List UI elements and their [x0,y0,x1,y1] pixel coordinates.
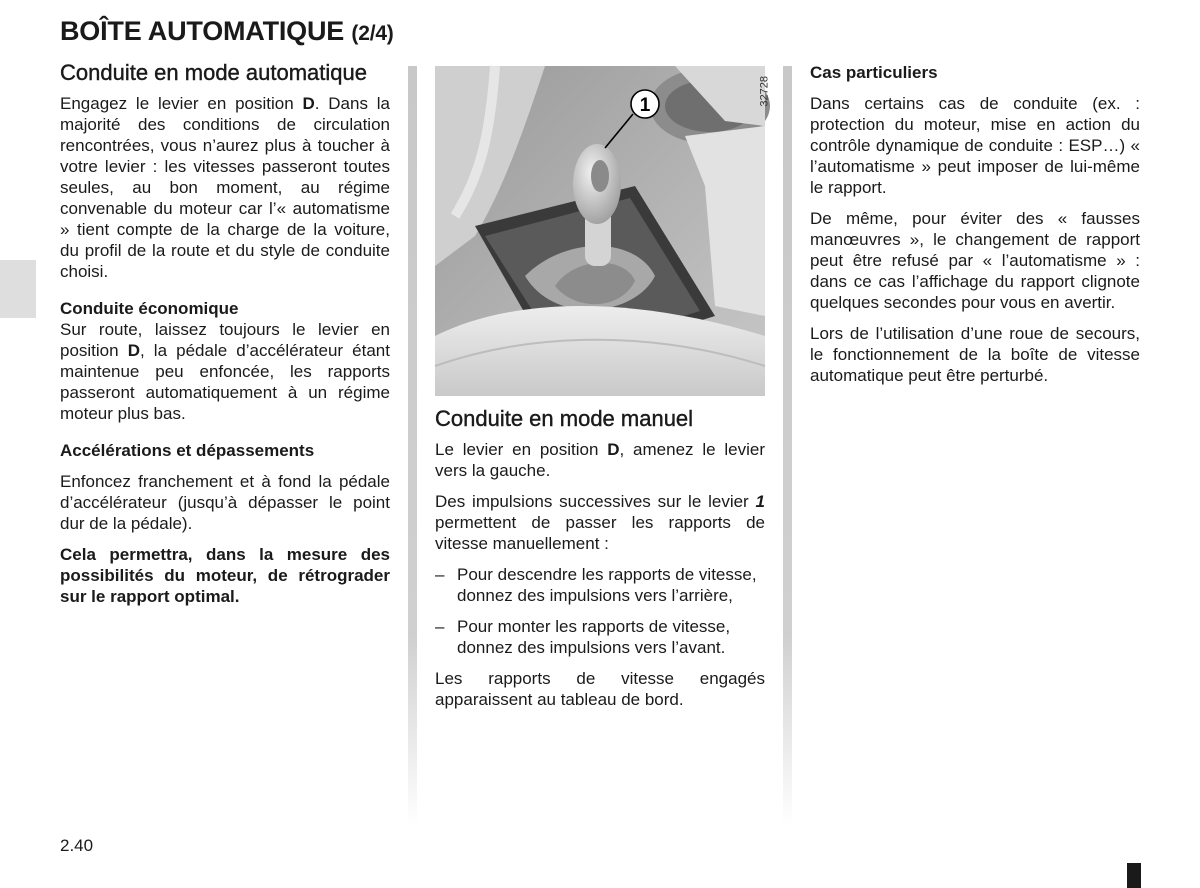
chapter-tab [0,260,36,318]
bullet-downshift: – Pour descendre les rapports de vitesse, donnez des impulsions vers l’arrière, [435,565,757,605]
manual-paragraph-3: Les rapports de vitesse engagés apparaissent au tableau de bord. [435,669,765,709]
position-letter: D [127,341,140,360]
special-paragraph-2: De même, pour éviter des « fausses manœuvres », le changement de rapport peut être refusé par « l’automatisme » : dans ce cas l’affichage du rapport clignote quelques secondes pour vous en avertir. [810,209,1140,312]
bullet-upshift: – Pour monter les rapports de vitesse, donnez des impulsions vers l’avant. [435,617,731,657]
section-heading-automatic: Conduite en mode automatique [60,60,367,85]
manual-paragraph-2: Des impulsions successives sur le levier 1 permettent de passer les rapports de vitesse manuellement : [435,492,765,553]
lever-reference: 1 [755,492,765,511]
column-special-cases [810,62,1140,396]
column-separator-left [408,66,417,826]
subheading-eco: Conduite économique [60,299,239,318]
column-automatic [60,60,390,617]
acceleration-note: Cela permettra, dans la mesure des possibilités du moteur, de rétrograder sur le rapport optimal. [60,545,390,606]
title-main: BOÎTE AUTOMATIQUE [60,16,345,46]
acceleration-paragraph: Enfoncez franchement et à fond la pédale d’accélérateur (jusqu’à dépasser le point dur de la pédale). [60,472,390,533]
page-title [60,16,394,47]
intro-paragraph: Engagez le levier en position D. Dans la majorité des conditions de circulation rencontrées, vous n’aurez plus à toucher à votre levier : les vitesses passeront toutes seules, au bon moment, au régime convenable du moteur car l’« automatisme » tient compte de la charge de la voiture, du profil de la route et du style de conduite choisi. [60,94,390,281]
position-letter: D [607,440,620,459]
manual-paragraph-1: Le levier en position D, amenez le levier vers la gauche. [435,440,765,480]
special-paragraph-1: Dans certains cas de conduite (ex. : protection du moteur, mise en action du contrôle dynamique de conduite : ESP…) « l’automatisme » peut imposer de lui-même le rapport. [810,94,1140,197]
subheading-acceleration: Accélérations et dépassements [60,441,315,460]
special-paragraph-3: Lors de l’utilisation d’une roue de secours, le fonctionnement de la boîte de vitesse automatique peut être perturbé. [810,324,1140,385]
gear-lever-illustration [435,66,765,396]
eco-paragraph: Sur route, laissez toujours le levier en position D, la pédale d’accélérateur étant maintenue peu enfoncée, les rapports passeront automatiquement à un régime moteur plus bas. [60,320,390,423]
section-heading-manual: Conduite en mode manuel [435,406,694,431]
gear-lever-photo [435,66,771,396]
column-manual [435,66,771,720]
callout-number: 1 [639,95,651,116]
title-part: (2/4) [351,22,394,45]
subheading-special-cases: Cas particuliers [810,63,938,82]
page-number: 2.40 [60,836,94,855]
page-edge-marker [1127,863,1141,888]
position-letter: D [302,94,315,113]
column-separator-right [783,66,792,826]
photo-reference: 32728 [759,76,771,107]
